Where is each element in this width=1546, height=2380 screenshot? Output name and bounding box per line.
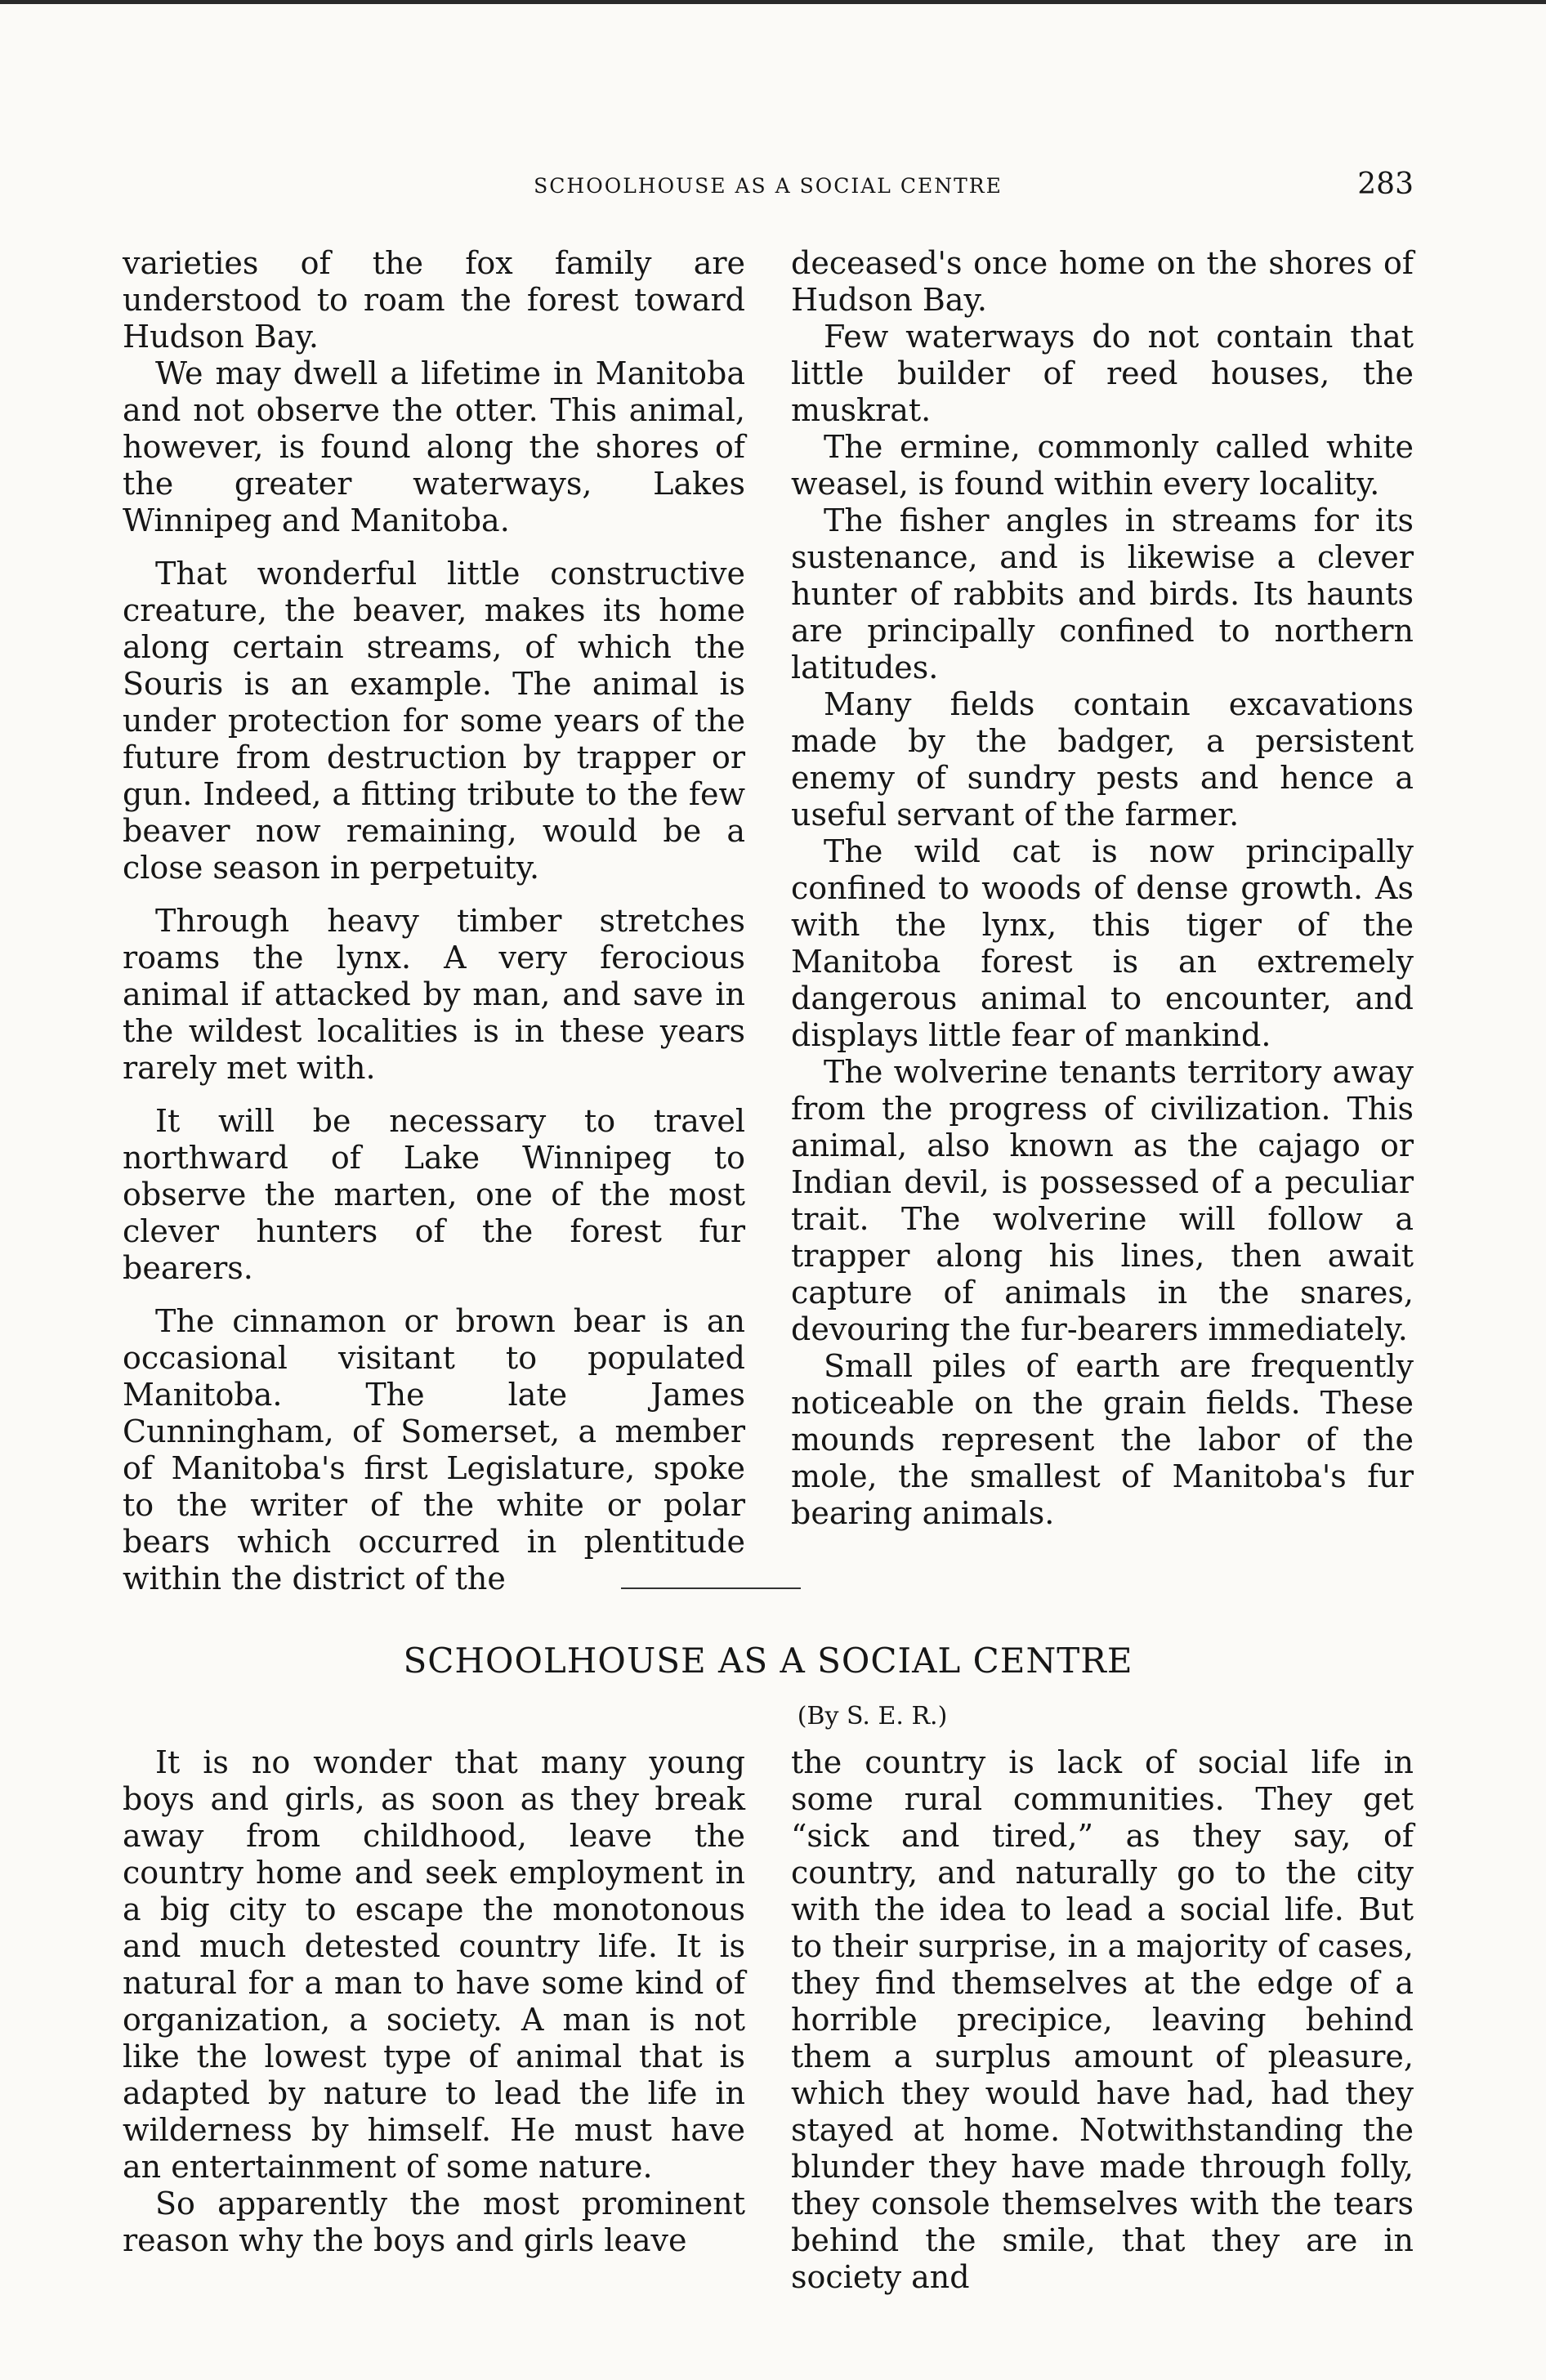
paragraph: the country is lack of social life in some rural communities. They get “sick and tired,” as they say, of country, and naturally go to the city with the idea to lead a social life. But to their surprise, in a majority of cases, they find themselves at the edge of a horrible precipice, leaving behind them a surplus amount of pleasure, which they would have had, had they stayed at home. Notwithstanding the blunder they have made through folly, they console themselves with the tears behind the smile, that they are in society and: [791, 1744, 1414, 2295]
running-title: SCHOOLHOUSE AS A SOCIAL CENTRE: [534, 174, 1003, 198]
paragraph: The ermine, commonly called white weasel, is found within every locality.: [791, 429, 1414, 502]
paragraph: Small piles of earth are frequently noticeable on the grain fields. These mounds represent the labor of the mole, the smallest of Manitoba's fur bearing animals.: [791, 1348, 1414, 1531]
paragraph: Few waterways do not contain that little builder of reed houses, the muskrat.: [791, 319, 1414, 428]
paragraph: Through heavy timber stretches roams the lynx. A very ferocious animal if attacked by man, and save in the wildest localities is in these years rarely met with.: [123, 903, 745, 1086]
paragraph: That wonderful little constructive creature, the beaver, makes its home along certain streams, of which the Souris is an example. The animal is under protection for some years of the future from destruction by trapper or gun. Indeed, a fitting tribute to the few beaver now remaining, would be a close season in perpetuity.: [123, 556, 745, 886]
running-head: [123, 167, 1414, 208]
paragraph: It is no wonder that many young boys and girls, as soon as they break away from childhood, leave the country home and seek employment in a big city to escape the monotonous and much detested country life. It is natural for a man to have some kind of organization, a society. A man is not like the lowest type of animal that is adapted by nature to lead the life in wilderness by himself. He must have an entertainment of some nature.: [123, 1744, 745, 2185]
article-title: SCHOOLHOUSE AS A SOCIAL CENTRE: [403, 1641, 1133, 1681]
lower-left-column: [123, 1744, 745, 2296]
lower-columns: [123, 1744, 1414, 2296]
byline: [123, 1702, 1414, 1730]
paragraph: We may dwell a lifetime in Manitoba and not observe the otter. This animal, however, is found along the shores of the greater waterways, Lakes Winnipeg and Manitoba.: [123, 355, 745, 538]
paragraph: The cinnamon or brown bear is an occasional visitant to populated Manitoba. The late James Cunningham, of Somerset, a member of Manitoba's first Legislature, spoke to the writer of the white or polar bears which occurred in plentitude within the district of the: [123, 1303, 745, 1596]
page-top-rule: [0, 0, 1546, 4]
page-number: 283: [1357, 167, 1414, 201]
paragraph: It will be necessary to travel northward of Lake Winnipeg to observe the marten, one of the most clever hunters of the forest fur bearers.: [123, 1103, 745, 1286]
paragraph: deceased's once home on the shores of Hudson Bay.: [791, 245, 1414, 318]
paragraph: The fisher angles in streams for its sustenance, and is likewise a clever hunter of rabbits and birds. Its haunts are principally confined to northern latitudes.: [791, 502, 1414, 685]
upper-right-column: [791, 245, 1414, 1597]
paragraph: So apparently the most prominent reason why the boys and girls leave: [123, 2186, 745, 2258]
upper-columns: [123, 245, 1414, 1597]
paragraph: Many fields contain excavations made by the badger, a persistent enemy of sundry pests and hence a useful servant of the farmer.: [791, 686, 1414, 833]
lower-right-column: [791, 1744, 1414, 2296]
paragraph: The wolverine tenants territory away from the progress of civilization. This animal, also known as the cajago or Indian devil, is possessed of a peculiar trait. The wolverine will follow a trapper along his lines, then await capture of animals in the snares, devouring the fur-bearers immediately.: [791, 1054, 1414, 1347]
paragraph: The wild cat is now principally confined to woods of dense growth. As with the lynx, this tiger of the Manitoba forest is an extremely dangerous animal to encounter, and displays little fear of mankind.: [791, 833, 1414, 1053]
byline-text: (By S. E. R.): [797, 1702, 948, 1730]
paragraph: varieties of the fox family are understood to roam the forest toward Hudson Bay.: [123, 245, 745, 355]
upper-left-column: [123, 245, 745, 1597]
section-divider: [621, 1587, 801, 1589]
